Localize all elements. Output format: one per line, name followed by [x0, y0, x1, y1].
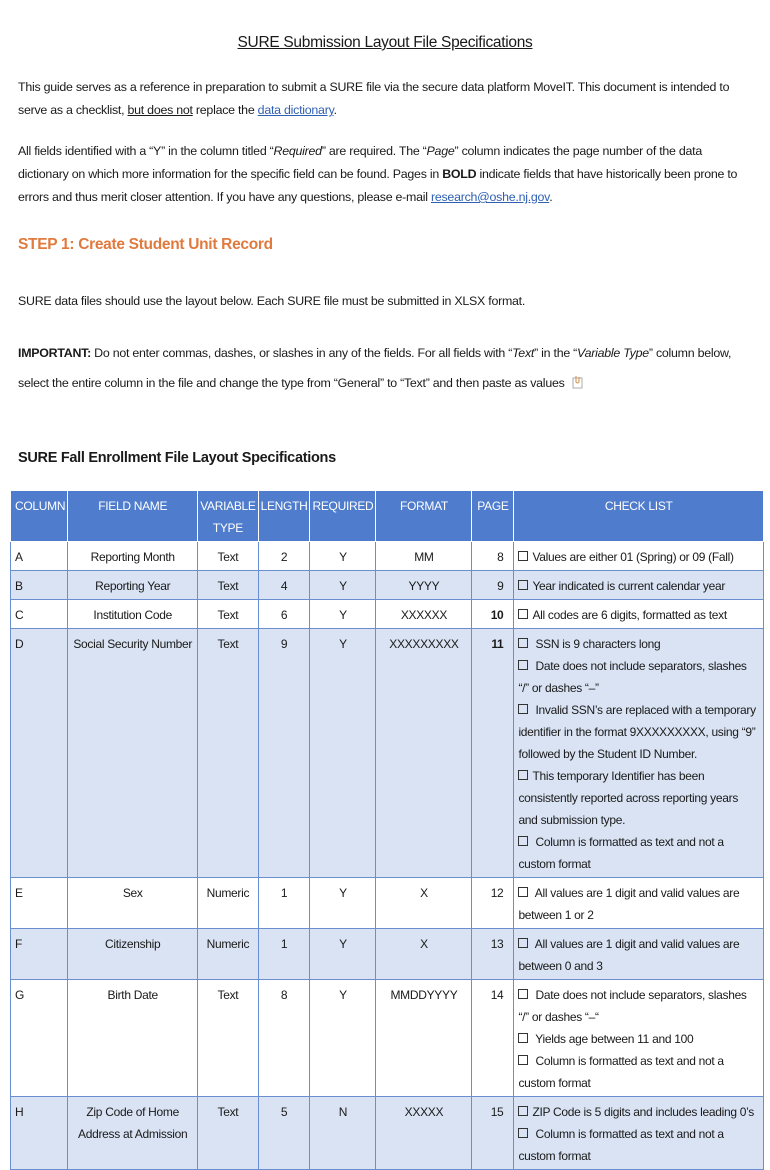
cell-field-name: Social Security Number — [68, 629, 198, 878]
cell-format: XXXXX — [376, 1097, 472, 1170]
check-item — [518, 831, 760, 875]
cell-check-list — [514, 542, 764, 571]
cell-format: XXXXXX — [376, 600, 472, 629]
cell-check-list — [514, 1097, 764, 1170]
header-length: LENGTH — [258, 491, 310, 542]
intro-italic: Page — [426, 144, 455, 158]
check-item-text: SSN is 9 characters long — [532, 637, 661, 651]
cell-length: 1 — [258, 878, 310, 929]
table-row — [11, 929, 764, 980]
important-text: Do not enter commas, dashes, or slashes in any of the fields. For all fields with “ — [90, 346, 513, 360]
check-item — [518, 1050, 760, 1094]
check-item-text: Column is formatted as text and not a custom format — [518, 835, 724, 871]
email-link[interactable]: research@oshe.nj.gov — [430, 190, 550, 204]
check-item — [518, 882, 760, 926]
checkbox-icon[interactable] — [518, 660, 528, 670]
cell-check-list — [514, 878, 764, 929]
checkbox-icon[interactable] — [518, 1055, 528, 1065]
check-item-text: Column is formatted as text and not a custom format — [518, 1127, 724, 1163]
table-row — [11, 980, 764, 1097]
check-item — [518, 604, 760, 626]
check-item — [518, 575, 760, 597]
cell-format: MM — [376, 542, 472, 571]
check-item — [518, 1123, 760, 1167]
cell-required: Y — [310, 542, 376, 571]
cell-page: 14 — [472, 980, 514, 1097]
check-item — [518, 765, 760, 831]
header-check-list: CHECK LIST — [514, 491, 764, 542]
cell-field-name: Zip Code of Home Address at Admission — [68, 1097, 198, 1170]
check-item-text: All codes are 6 digits, formatted as text — [532, 608, 727, 622]
table-row — [11, 571, 764, 600]
cell-field-name: Institution Code — [68, 600, 198, 629]
check-item — [518, 1028, 760, 1050]
data-dictionary-link[interactable]: data dictionary — [257, 103, 334, 117]
important-italic: Text — [512, 346, 535, 360]
check-item-text: ZIP Code is 5 digits and includes leading 0’s — [532, 1105, 754, 1119]
checkbox-icon[interactable] — [518, 989, 528, 999]
intro-text: . — [333, 103, 337, 117]
cell-check-list — [514, 980, 764, 1097]
header-column: COLUMN — [11, 491, 68, 542]
cell-column: H — [11, 1097, 68, 1170]
cell-variable-type: Numeric — [198, 929, 258, 980]
cell-variable-type: Text — [198, 571, 258, 600]
cell-check-list — [514, 571, 764, 600]
check-item — [518, 655, 760, 699]
cell-length: 5 — [258, 1097, 310, 1170]
header-format: FORMAT — [376, 491, 472, 542]
checkbox-icon[interactable] — [518, 609, 528, 619]
cell-column: F — [11, 929, 68, 980]
cell-required: Y — [310, 600, 376, 629]
check-item — [518, 546, 760, 568]
intro-emphasis: but does not — [127, 103, 193, 117]
cell-required: N — [310, 1097, 376, 1170]
cell-format: YYYY — [376, 571, 472, 600]
cell-required: Y — [310, 629, 376, 878]
cell-format: MMDDYYYY — [376, 980, 472, 1097]
check-item-text: All values are 1 digit and valid values are between 1 or 2 — [518, 886, 740, 922]
cell-page: 8 — [472, 542, 514, 571]
intro-paragraph-2 — [18, 140, 750, 209]
important-text: ” in the “ — [534, 346, 578, 360]
cell-length: 8 — [258, 980, 310, 1097]
cell-format: XXXXXXXXX — [376, 629, 472, 878]
cell-check-list — [514, 629, 764, 878]
cell-page: 10 — [472, 600, 514, 629]
table-row — [11, 1097, 764, 1170]
check-item — [518, 633, 760, 655]
cell-variable-type: Text — [198, 600, 258, 629]
cell-field-name: Reporting Year — [68, 571, 198, 600]
checkbox-icon[interactable] — [518, 1033, 528, 1043]
cell-length: 9 — [258, 629, 310, 878]
cell-variable-type: Numeric — [198, 878, 258, 929]
check-item-text: Invalid SSN’s are replaced with a temporary identifier in the format 9XXXXXXXXX, using “9” followed by the Student ID Number. — [518, 703, 756, 761]
cell-page: 12 — [472, 878, 514, 929]
checkbox-icon[interactable] — [518, 938, 528, 948]
cell-required: Y — [310, 929, 376, 980]
checkbox-icon[interactable] — [518, 887, 528, 897]
check-item-text: All values are 1 digit and valid values are between 0 and 3 — [518, 937, 740, 973]
cell-length: 4 — [258, 571, 310, 600]
intro-text: This guide serves as a reference in preparation to submit a SURE file via the secure data platform MoveIT. This document is intended to serve as a checklist, — [18, 80, 730, 117]
check-item-text: Yields age between 11 and 100 — [532, 1032, 694, 1046]
header-field-name: FIELD NAME — [68, 491, 198, 542]
important-note — [18, 338, 750, 398]
intro-text: . — [549, 190, 553, 204]
checkbox-icon[interactable] — [518, 1106, 528, 1116]
intro-paragraph-1 — [18, 76, 750, 122]
cell-required: Y — [310, 878, 376, 929]
check-item-text: This temporary Identifier has been consistently reported across reporting years and submission type. — [518, 769, 739, 827]
step1-heading: STEP 1: Create Student Unit Record — [18, 236, 273, 253]
cell-format: X — [376, 929, 472, 980]
cell-page: 11 — [472, 629, 514, 878]
cell-field-name: Citizenship — [68, 929, 198, 980]
cell-column: B — [11, 571, 68, 600]
checkbox-icon[interactable] — [518, 770, 528, 780]
table-row — [11, 542, 764, 571]
check-item — [518, 984, 760, 1028]
checkbox-icon[interactable] — [518, 551, 528, 561]
check-item-text: Date does not include separators, slashes “/” or dashes “–” — [518, 659, 747, 695]
intro-text: All fields identified with a “Y” in the column titled “ — [18, 144, 274, 158]
cell-column: C — [11, 600, 68, 629]
intro-bold: BOLD — [442, 167, 477, 181]
cell-column: E — [11, 878, 68, 929]
table-row — [11, 629, 764, 878]
cell-length: 6 — [258, 600, 310, 629]
cell-variable-type: Text — [198, 542, 258, 571]
cell-page: 15 — [472, 1097, 514, 1170]
table-header-row — [11, 491, 764, 542]
checkbox-icon[interactable] — [518, 704, 528, 714]
cell-page: 9 — [472, 571, 514, 600]
header-required: REQUIRED — [310, 491, 376, 542]
check-item — [518, 699, 760, 765]
intro-text: indicate fields that have historically been prone to errors and thus merit closer attention. If you have any questions, please e-mail — [18, 167, 738, 204]
cell-check-list — [514, 600, 764, 629]
cell-variable-type: Text — [198, 629, 258, 878]
checkbox-icon[interactable] — [518, 836, 528, 846]
check-item — [518, 933, 760, 977]
table-title: SURE Fall Enrollment File Layout Specifications — [18, 450, 336, 466]
important-label: IMPORTANT: — [18, 346, 91, 360]
cell-variable-type: Text — [198, 980, 258, 1097]
step1-text: SURE data files should use the layout below. Each SURE file must be submitted in XLSX format. — [18, 294, 526, 308]
header-page: PAGE — [472, 491, 514, 542]
cell-variable-type: Text — [198, 1097, 258, 1170]
cell-column: A — [11, 542, 68, 571]
cell-required: Y — [310, 571, 376, 600]
layout-spec-table — [10, 490, 764, 1170]
check-item-text: Year indicated is current calendar year — [532, 579, 726, 593]
cell-field-name: Birth Date — [68, 980, 198, 1097]
important-text: ” column below, select the entire column in the file and change the type from “General” to “Text” and then paste as values — [18, 346, 732, 390]
table-row — [11, 600, 764, 629]
intro-text: ” are required. The “ — [321, 144, 427, 158]
check-item-text: Values are either 01 (Spring) or 09 (Fall) — [532, 550, 734, 564]
cell-format: X — [376, 878, 472, 929]
cell-page: 13 — [472, 929, 514, 980]
attachment-icon — [572, 375, 583, 389]
checkbox-icon[interactable] — [518, 638, 528, 648]
check-item-text: Column is formatted as text and not a custom format — [518, 1054, 724, 1090]
cell-field-name: Sex — [68, 878, 198, 929]
important-italic: Variable Type — [577, 346, 649, 360]
cell-check-list — [514, 929, 764, 980]
checkbox-icon[interactable] — [518, 580, 528, 590]
cell-length: 1 — [258, 929, 310, 980]
check-item-text: Date does not include separators, slashes “/” or dashes “–“ — [518, 988, 747, 1024]
table-row — [11, 878, 764, 929]
cell-length: 2 — [258, 542, 310, 571]
header-variable-type: VARIABLE TYPE — [198, 491, 258, 542]
cell-field-name: Reporting Month — [68, 542, 198, 571]
checkbox-icon[interactable] — [518, 1128, 528, 1138]
check-item — [518, 1101, 760, 1123]
intro-text: ” column indicates the page number of the data dictionary on which more information for the specific field can be found. Pages in — [18, 144, 702, 181]
cell-column: G — [11, 980, 68, 1097]
intro-text: replace the — [192, 103, 258, 117]
document-title: SURE Submission Layout File Specifications — [237, 34, 533, 51]
cell-required: Y — [310, 980, 376, 1097]
cell-column: D — [11, 629, 68, 878]
intro-italic: Required — [273, 144, 322, 158]
